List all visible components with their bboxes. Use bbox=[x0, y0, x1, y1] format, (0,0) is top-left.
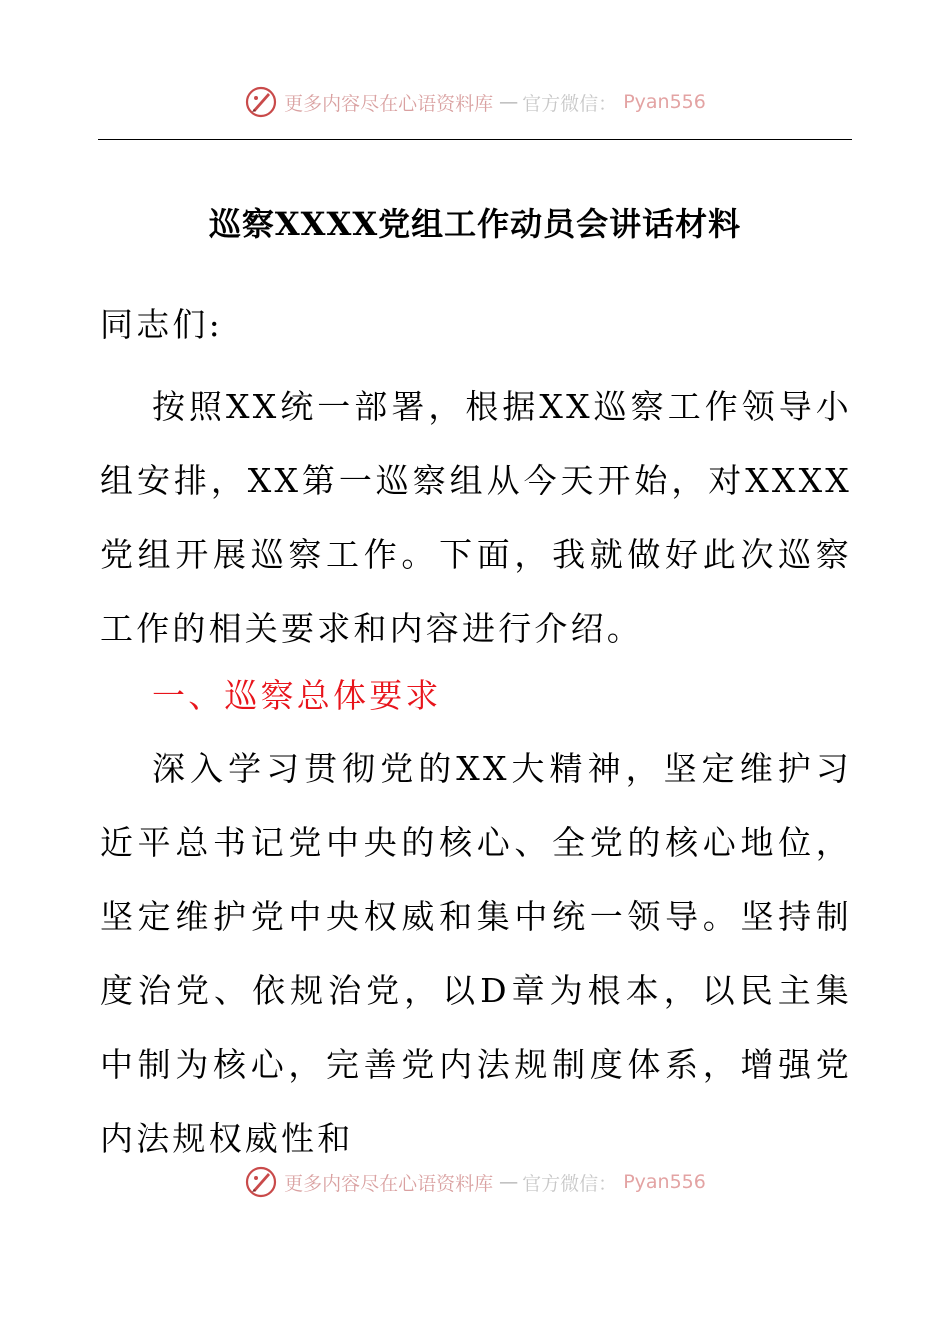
watermark-wechat-label: 官方微信： bbox=[522, 92, 618, 115]
quill-pen-logo-icon bbox=[244, 85, 278, 119]
watermark-handle: Pyan556 bbox=[623, 1171, 706, 1193]
header-watermark bbox=[0, 82, 950, 122]
quill-pen-logo-icon bbox=[244, 1165, 278, 1199]
watermark-wechat-label: 官方微信： bbox=[522, 1172, 618, 1195]
paragraph-section-1: 深入学习贯彻党的XX大精神，坚定维护习近平总书记党中央的核心、全党的核心地位，坚定维护党中央权威和集中统一领导。坚持制度治党、依规治党，以D章为根本，以民主集中制为核心，完善党内法规制度体系，增强党内法规权威性和 bbox=[100, 749, 852, 1158]
section-heading: 一、巡察总体要求 bbox=[152, 676, 442, 715]
watermark-separator: — bbox=[499, 91, 517, 113]
watermark-text: 更多内容尽在心语资料库 bbox=[284, 92, 494, 115]
watermark-text: 更多内容尽在心语资料库 bbox=[284, 1172, 494, 1195]
document-body bbox=[100, 296, 852, 1176]
watermark-separator: — bbox=[499, 1171, 517, 1193]
footer-watermark bbox=[0, 1162, 950, 1202]
document-title: 巡察XXXX党组工作动员会讲话材料 bbox=[208, 205, 742, 243]
salutation: 同志们: bbox=[100, 305, 223, 344]
watermark-handle: Pyan556 bbox=[623, 91, 706, 113]
paragraph-intro: 按照XX统一部署，根据XX巡察工作领导小组安排，XX第一巡察组从今天开始，对XXXX党组开展巡察工作。下面，我就做好此次巡察工作的相关要求和内容进行介绍。 bbox=[100, 387, 852, 648]
header-rule bbox=[98, 139, 852, 140]
